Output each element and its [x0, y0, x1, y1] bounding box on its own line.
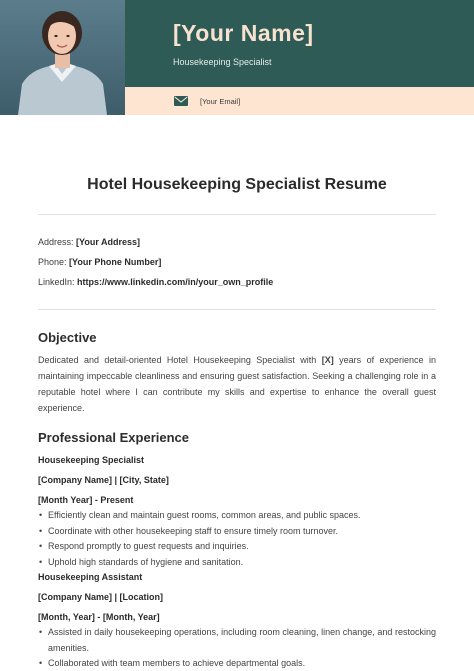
job-title: Housekeeping Assistant [38, 572, 143, 582]
list-item: • Collaborated with team members to achieve departmental goals. [38, 656, 436, 671]
objective-text [38, 352, 436, 416]
address-value: [Your Address] [76, 237, 141, 247]
linkedin-value[interactable]: https://www.linkedin.com/in/your_own_profile [77, 277, 274, 287]
email-text: [Your Email] [200, 97, 241, 106]
job-company: [Company Name] | [City, State] [38, 475, 169, 485]
objective-heading: Objective [38, 330, 97, 345]
phone-value: [Your Phone Number] [69, 257, 162, 267]
list-item: • Efficiently clean and maintain guest rooms, common areas, and public spaces. [38, 508, 436, 524]
job-title: Housekeeping Specialist [38, 455, 145, 465]
divider [38, 214, 436, 215]
profile-photo [0, 0, 125, 115]
job-dates: [Month, Year] - [Month, Year] [38, 612, 160, 622]
experience-heading: Professional Experience [38, 430, 190, 445]
divider [38, 309, 436, 310]
job-company: [Company Name] | [Location] [38, 592, 164, 602]
address-label: Address: [38, 237, 74, 247]
candidate-name: [Your Name] [173, 20, 314, 46]
list-item: • Respond promptly to guest requests and inquiries. [38, 539, 436, 555]
objective-years: [X] [321, 355, 334, 365]
list-item: • Assisted in daily housekeeping operations, including room cleaning, linen change, and restocking amenities. [38, 625, 436, 656]
name-band [125, 0, 474, 87]
email-band [125, 87, 474, 115]
linkedin-label: LinkedIn: [38, 277, 75, 287]
phone-label: Phone: [38, 257, 67, 267]
contact-linkedin [38, 277, 273, 287]
document-title: Hotel Housekeeping Specialist Resume [87, 176, 387, 193]
job-duties [38, 625, 436, 671]
resume-header [0, 0, 474, 115]
list-item: • Uphold high standards of hygiene and sanitation. [38, 555, 436, 571]
objective-text-part: years of experience in maintaining impeccable cleanliness and ensuring guest satisfaction. Seeking a challenging role in a reputable hotel where I can contribute my skills and expertise to enhance the overall guest experience. [38, 355, 436, 413]
candidate-subtitle: Housekeeping Specialist [173, 57, 272, 67]
list-item: • Coordinate with other housekeeping staff to ensure timely room turnover. [38, 524, 436, 540]
objective-text-part: Dedicated and detail-oriented Hotel Housekeeping Specialist with [38, 355, 322, 365]
contact-address [38, 237, 140, 247]
job-dates: [Month Year] - Present [38, 495, 134, 505]
job-duties [38, 508, 436, 570]
mail-icon [174, 96, 188, 106]
contact-phone [38, 257, 161, 267]
